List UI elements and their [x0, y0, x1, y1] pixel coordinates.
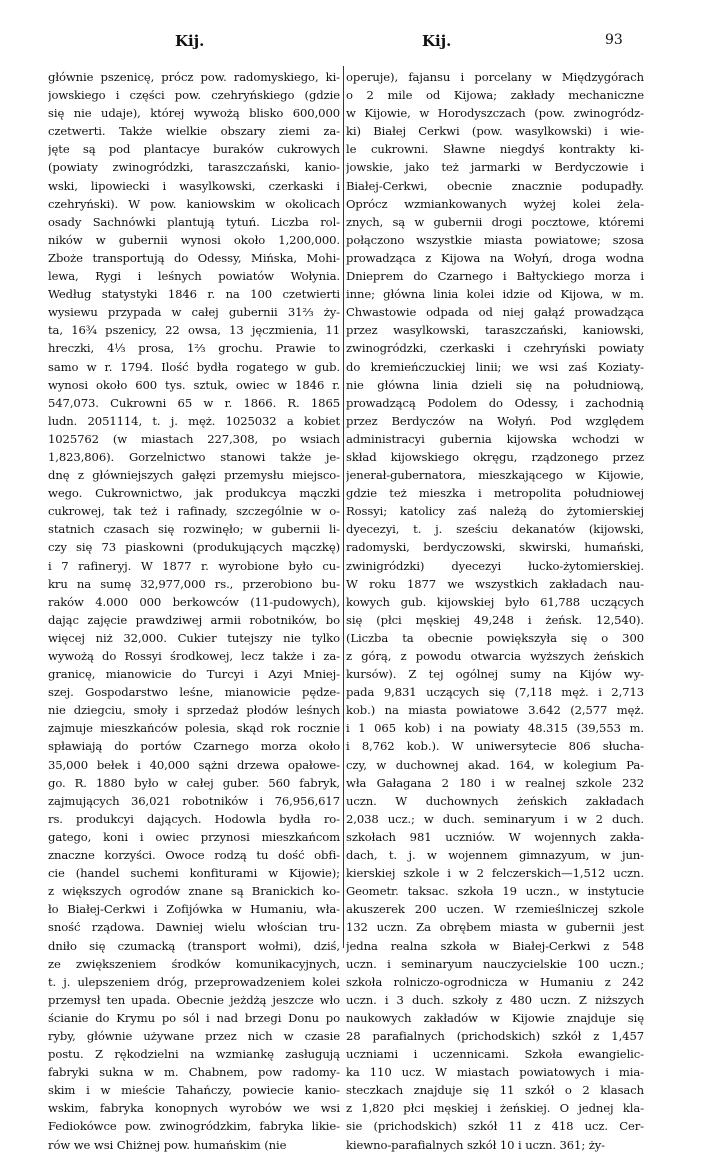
text-line: 28 parafialnych (prichodskich) szkół z 1,457 — [346, 1028, 644, 1043]
text-line: dnę z główniejszych gałęzi przemysłu miejsco- — [48, 468, 340, 483]
text-line: kru na sumę 32,977,000 rs., przerobiono bu- — [48, 576, 340, 591]
text-line: się nie udaje), której wywożą blisko 600,000 — [48, 106, 340, 121]
text-line: kob.) na miasta powiatowe 3.642 (2,577 męż. — [346, 703, 644, 718]
text-line: ło Białej-Cerkwi i Zofijówka w Humaniu, wła- — [48, 902, 340, 917]
text-line: Fediokówce pow. zwinogródzkim, fabryka likie- — [48, 1119, 340, 1134]
text-line: wego. Cukrownictwo, jak produkcya mączki — [48, 486, 340, 501]
text-line: fabryki sukna w m. Chabnem, pow radomy- — [48, 1065, 340, 1080]
text-line: pada 9,831 uczących się (7,118 męż. i 2,713 — [346, 685, 644, 700]
text-line: kursów). Z tej ogólnej sumy na Kijów wy- — [346, 667, 644, 682]
text-line: administracyi gubernia kijowska wchodzi w — [346, 431, 644, 446]
right-text-column — [346, 68, 644, 1154]
text-line: z górą, z powodu otwarcia wyższych żeńskich — [346, 649, 644, 663]
text-line: głównie pszenicę, prócz pow. radomyskiego, ki- — [48, 70, 340, 84]
text-line: cukrowej, tak też i rafinady, szczególnie w o- — [48, 504, 340, 519]
text-line: w Kijowie, w Horodyszczach (pow. zwinogródz- — [346, 106, 644, 121]
text-line: uczn. W duchownych żeńskich zakładach — [346, 793, 644, 808]
text-line: szkoła rolniczo-ogrodnicza w Humaniu z 242 — [346, 974, 644, 989]
text-line: wła Gałagana 2 180 i w realnej szkole 232 — [346, 775, 644, 790]
text-line: z większych ogrodów znane są Branickich ko- — [48, 884, 340, 899]
text-line: raków 4.000 000 berkowców (11-pudowych), — [48, 594, 340, 609]
text-line: ścianie do Krymu po sól i nad brzegi Donu po — [48, 1010, 340, 1025]
text-line: 35,000 bełek i 40,000 sążni drzewa opałowe- — [48, 757, 340, 772]
text-line: jedna realna szkoła w Białej-Cerkwi z 548 — [346, 938, 644, 953]
text-line: wynosi około 600 tys. sztuk, owiec w 1846 r. — [48, 377, 340, 392]
text-line: le cukrowni. Sławne niegdyś kontrakty ki- — [346, 142, 644, 157]
text-line: radomyski, berdyczowski, skwirski, humański, — [346, 540, 644, 555]
text-line: steczkach znajduje się 11 szkół o 2 klasach — [346, 1083, 644, 1098]
text-line: hreczki, 4⅓ prosa, 1⅔ grochu. Prawie to — [48, 341, 340, 356]
text-line: 2,038 ucz.; w duch. seminaryum i w 2 duch. — [346, 811, 644, 826]
text-line: Zboże transportują do Odessy, Mińska, Mohi- — [48, 250, 340, 265]
text-line: cie (handel suchemi konfiturami w Kijowie); — [48, 866, 340, 881]
text-line: więcej niż 32,000. Cukier tutejszy nie tylko — [48, 630, 340, 645]
text-line: spławiają do portów Czarnego morza około — [48, 739, 340, 754]
text-line: uczn. i seminaryum nauczycielskie 100 uczn.; — [346, 956, 644, 971]
text-line: ze zwiększeniem środków komunikacyjnych, — [48, 956, 340, 971]
text-line: naukowych zakładów w Kijowie znajduje się — [346, 1010, 644, 1025]
text-line: ludn. 2051114, t. j. męż. 1025032 a kobiet — [48, 413, 340, 428]
text-line: znych, są w gubernii drogi pocztowe, któremi — [346, 214, 644, 229]
text-line: skim i w mieście Tahańczy, powiecie kanio- — [48, 1083, 340, 1098]
text-line: gdzie też mieszka i metropolita południowej — [346, 486, 644, 501]
text-line: Dnieprem do Czarnego i Bałtyckiego morza i — [346, 269, 644, 284]
text-line: 1025762 (w miastach 227,308, po wsiach — [48, 431, 340, 446]
text-line: zajmujących 36,021 robotników i 76,956,617 — [48, 793, 340, 808]
text-line: osady Sachnówki plantują tytuń. Liczba rol- — [48, 214, 340, 229]
text-line: go. R. 1880 było w całej guber. 560 fabryk, — [48, 775, 340, 790]
text-line: Oprócz wzmiankowanych wyżej kolei żela- — [346, 196, 644, 211]
text-line: t. j. ulepszeniem dróg, przeprowadzeniem kolei — [48, 974, 340, 989]
text-line: W roku 1877 we wszystkich zakładach nau- — [346, 576, 644, 591]
text-line: jowskiego i części pow. czehryńskiego (gdzie — [48, 88, 340, 103]
text-line: i 8,762 kob.). W uniwersytecie 806 słucha- — [346, 739, 644, 754]
text-line: jęte są pod plantacye buraków cukrowych — [48, 142, 340, 157]
text-line: (Liczba ta obecnie powiększyła się o 300 — [346, 630, 644, 645]
text-line: 1,823,806). Gorzelnictwo stanowi także je- — [48, 449, 340, 464]
text-line: Geometr. taksac. szkoła 19 uczn., w instytucie — [346, 884, 644, 899]
text-line: 547,073. Cukrowni 65 w r. 1866. R. 1865 — [48, 395, 340, 410]
text-line: Białej-Cerkwi, obecnie znacznie podupadły. — [346, 178, 644, 193]
text-line: nie główna linia dzieli się na południową, — [346, 377, 644, 392]
running-head-left: Kij. — [175, 32, 205, 50]
text-line: zajmuje mieszkańców polesia, skąd rok rocznie — [48, 721, 340, 736]
text-line: samo w r. 1794. Ilość bydła rogatego w gub. — [48, 359, 340, 374]
text-line: jowskie, jako też jarmarki w Berdyczowie i — [346, 160, 644, 175]
text-line: sie (prichodskich) szkół 11 z 418 ucz. Cer- — [346, 1119, 644, 1134]
text-line: rs. produkcyi dających. Hodowla bydła ro- — [48, 811, 340, 826]
text-line: ka 110 ucz. W miastach powiatowych i mia- — [346, 1065, 644, 1080]
text-line: kowych gub. kijowskiej było 61,788 uczących — [346, 594, 644, 609]
text-line: skład kijowskiego okręgu, rządzonego przez — [346, 449, 644, 464]
text-line: o 2 mile od Kijowa; zakłady mechaniczne — [346, 88, 644, 103]
text-line: uczn. i 3 duch. szkoły z 480 uczn. Z niższych — [346, 992, 644, 1007]
text-line: wysiewu przypada w całej gubernii 31⅔ ży- — [48, 305, 340, 320]
text-line: znaczne korzyści. Owoce rodzą tu dość obfi- — [48, 848, 340, 863]
text-line: Chwastowie odpada od niej gałąź prowadząca — [346, 305, 644, 320]
text-line: Według statystyki 1846 r. na 100 czetwierti — [48, 287, 340, 302]
page-number: 93 — [605, 32, 623, 48]
text-line: szkołach 981 uczniów. W wojennych zakła- — [346, 829, 644, 844]
text-line: statnich czasach się rozwinęło; w gubernii li- — [48, 522, 340, 537]
text-line: postu. Z rękodzielni na wzmiankę zasługują — [48, 1047, 340, 1062]
text-line: szej. Gospodarstwo leśne, mianowicie pędze- — [48, 685, 340, 700]
text-line: uczniami i uczennicami. Szkoła ewangielic- — [346, 1047, 644, 1062]
text-line: się (płci męskiej 49,248 i żeńsk. 12,540). — [346, 612, 644, 627]
text-line: akuszerek 200 uczen. W rzemieślniczej szkole — [346, 902, 644, 917]
text-line: ników w gubernii wynosi około 1,200,000. — [48, 232, 340, 247]
column-divider — [343, 66, 344, 948]
text-line: dyecezyi, t. j. sześciu dekanatów (kijowski, — [346, 522, 644, 537]
text-line: ryby, głównie używane przez nich w czasie — [48, 1028, 340, 1043]
left-text-column — [48, 68, 340, 1154]
text-line: jenerał-gubernatora, mieszkającego w Kijowie, — [346, 468, 644, 483]
text-line: nie dziegciu, smoły i sprzedaż płodów leśnych — [48, 703, 340, 718]
text-line: przez Berdyczów na Wołyń. Pod względem — [346, 413, 644, 428]
text-line: granicę, mianowicie do Turcyi i Azyi Mniej- — [48, 667, 340, 682]
text-line: dniło się czumacką (transport wołmi), dziś, — [48, 938, 340, 953]
text-line: prowadząca z Kijowa na Wołyń, droga wodna — [346, 250, 644, 265]
text-line: połączono wszystkie miasta powiatowe; szosa — [346, 232, 644, 247]
text-line: do kremieńczuckiej linii; we wsi zaś Koziaty- — [346, 359, 644, 374]
text-line: wywożą do Rossyi środkowej, lecz także i za- — [48, 649, 340, 663]
text-line: dach, t. j. w wojennem gimnazyum, w jun- — [346, 848, 644, 863]
text-line: czehryński). W pow. kaniowskim w okolicach — [48, 196, 340, 211]
text-line: zwinogródzki, czerkaski i czehryński powiaty — [346, 341, 644, 356]
text-line: i 7 rafineryj. W 1877 r. wyrobione było cu- — [48, 558, 340, 573]
page-header — [0, 32, 720, 56]
text-line: operuje), fajansu i porcelany w Międzygórach — [346, 70, 644, 84]
text-line: czy się 73 piaskowni (produkujących mączkę) — [48, 540, 340, 555]
text-line: czy, w duchownej akad. 164, w kolegium Pa- — [346, 757, 644, 772]
text-line: gatego, koni i owiec przynosi mieszkańcom — [48, 829, 340, 844]
text-line: kierskiej szkole i w 2 felczerskich—1,512 uczn. — [346, 866, 644, 881]
text-line: czetwerti. Także wielkie obszary ziemi za- — [48, 124, 340, 139]
text-line: 132 uczn. Za obrębem miasta w gubernii jest — [346, 920, 644, 935]
text-line: (powiaty zwinogródzki, taraszczański, kanio- — [48, 160, 340, 175]
text-line: z 1,820 płci męskiej i żeńskiej. O jednej kla- — [346, 1101, 644, 1116]
text-line: prowadzącą Podolem do Odessy, i zachodnią — [346, 395, 644, 410]
text-line: inne; główna linia kolei idzie od Kijowa, w m. — [346, 287, 644, 302]
text-line: ki) Białej Cerkwi (pow. wasylkowski) i wie- — [346, 124, 644, 139]
text-line: przez wasylkowski, taraszczański, kaniowski, — [346, 323, 644, 338]
text-line: wskim, fabryka konopnych wyrobów we wsi — [48, 1101, 340, 1116]
text-line: ta, 16¾ pszenicy, 22 owsa, 13 jęczmienia, 11 — [48, 323, 340, 338]
text-line: i 1 065 kob) i na powiaty 48.315 (39,553 m. — [346, 721, 644, 736]
text-line: zwinigródzki) dyecezyi łucko-żytomierskiej. — [346, 558, 644, 573]
running-head-center: Kij. — [422, 32, 452, 50]
text-line: lewa, Rygi i leśnych powiatów Wołynia. — [48, 269, 340, 284]
text-line: kiewno-parafialnych szkół 10 i uczn. 361; ży- — [346, 1137, 605, 1152]
text-line: dając zajęcie prawdziwej armii robotników, bo — [48, 612, 340, 627]
text-line: sność rządowa. Dawniej wielu włościan tru- — [48, 920, 340, 935]
text-line: przemysł ten upada. Obecnie jeżdżą jeszcze wło — [48, 992, 340, 1007]
text-line: wski, lipowiecki i wasylkowski, czerkaski i — [48, 178, 340, 193]
text-line: Rossyi; katolicy zaś należą do żytomierskiej — [346, 504, 644, 519]
text-line: rów we wsi Chiżnej pow. humańskim (nie — [48, 1137, 287, 1152]
